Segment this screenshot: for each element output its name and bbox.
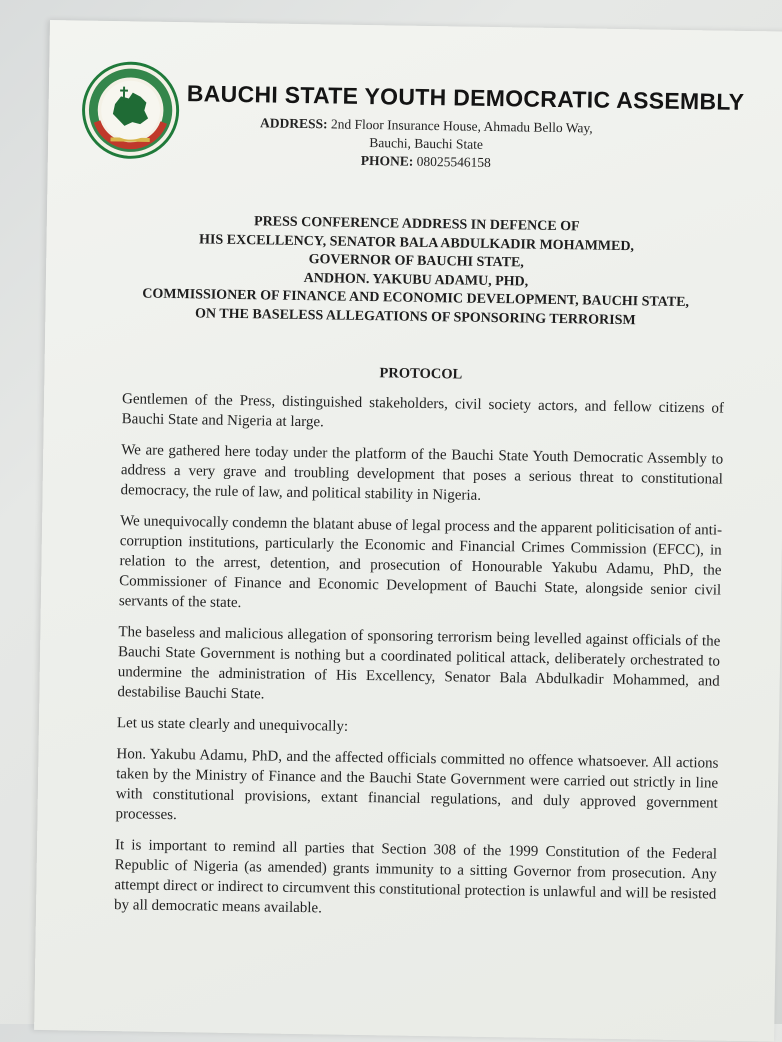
address-line-2: Bauchi, Bauchi State bbox=[369, 135, 484, 152]
address-label: ADDRESS: bbox=[259, 115, 328, 132]
document-page bbox=[34, 20, 782, 1041]
body-paragraph: The baseless and malicious allegation of sponsoring terrorism being levelled against officials of the Bauchi State Government is nothing but a coordinated political attack, deliberately orchestrated to undermine the administration of His Excellency, Senator Bala Abdulkadir Mohammed, and destabilise Bauchi State. bbox=[117, 624, 721, 703]
title-line: GOVERNOR OF BAUCHI STATE, bbox=[308, 252, 524, 271]
body-paragraph: It is important to remind all parties that Section 308 of the 1999 Constitution of the Federal Republic of Nigeria (as amended) grants immunity to a sitting Governor from prosecution. Any attempt direct or indirect to circumvent this constitutional protection is unlawful and will be resisted by all democratic means available. bbox=[113, 837, 718, 917]
document-body bbox=[114, 389, 724, 935]
title-line: ANDHON. YAKUBU ADAMU, PHD, bbox=[303, 270, 529, 290]
phone-label: PHONE: bbox=[360, 152, 414, 169]
document-title bbox=[115, 211, 717, 331]
phone-number: 08025546158 bbox=[413, 153, 491, 170]
body-paragraph: We unequivocally condemn the blatant abuse of legal process and the apparent politicisation of anti-corruption institutions, particularly the Economic and Financial Crimes Commission (EFCC), in relation to the arrest, detention, and prosecution of Honourable Yakubu Adamu, PhD, the Commissioner of Finance and Economic Development of Bauchi State, alongside senior civil servants of the state. bbox=[118, 513, 723, 612]
title-line: HIS EXCELLENCY, SENATOR BALA ABDULKADIR MOHAMMED, bbox=[198, 231, 635, 254]
organization-seal-logo-icon bbox=[81, 61, 181, 161]
body-paragraph: We are gathered here today under the platform of the Bauchi State Youth Democratic Assembly to address a very grave and troubling development that poses a serious threat to constitutional democracy, the rule of law, and political stability in Nigeria. bbox=[120, 442, 724, 504]
letterhead bbox=[186, 80, 777, 176]
body-paragraph: Gentlemen of the Press, distinguished stakeholders, civil society actors, and fellow citizens of Bauchi State and Nigeria at large. bbox=[121, 391, 725, 431]
address-line-1-text: 2nd Floor Insurance House, Ahmadu Bello Way, bbox=[327, 116, 593, 136]
title-line: ON THE BASELESS ALLEGATIONS OF SPONSORING TERRORISM bbox=[194, 305, 636, 328]
body-paragraph: Let us state clearly and unequivocally: bbox=[116, 715, 349, 735]
title-line: PRESS CONFERENCE ADDRESS IN DEFENCE OF bbox=[253, 214, 580, 235]
body-paragraph: Hon. Yakubu Adamu, PhD, and the affected officials committed no offence whatsoever. All actions taken by the Ministry of Finance and the Bauchi State Government were carried out strictly in line with constitutional provisions, extant financial regulations, and duly approved government processes. bbox=[115, 746, 719, 824]
protocol-heading: PROTOCOL bbox=[379, 365, 463, 383]
letterhead-address bbox=[206, 113, 647, 174]
title-line: COMMISSIONER OF FINANCE AND ECONOMIC DEVELOPMENT, BAUCHI STATE, bbox=[142, 286, 690, 311]
organization-name: BAUCHI STATE YOUTH DEMOCRATIC ASSEMBLY bbox=[186, 80, 745, 115]
